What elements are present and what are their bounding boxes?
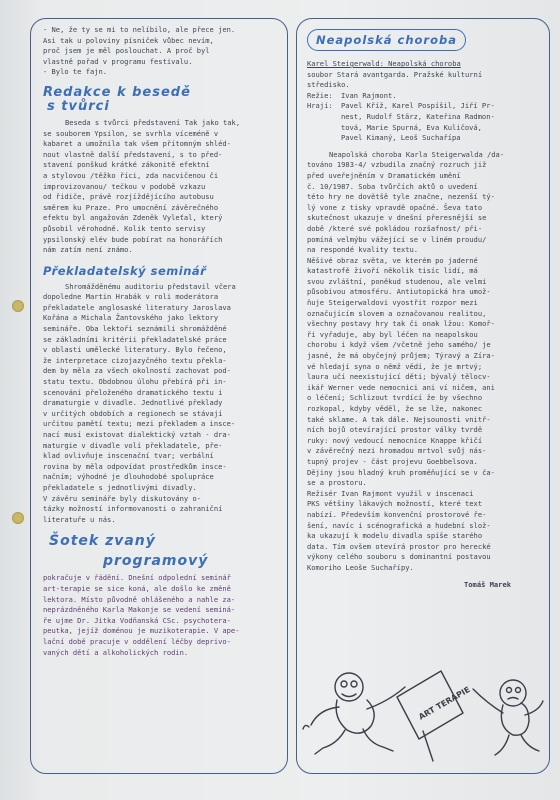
right-column [296, 18, 550, 774]
credits [307, 91, 541, 144]
cartoon-sign-text: ART TERAPIE [417, 684, 472, 722]
redakce-heading-line1: Redakce k besedě [43, 84, 191, 100]
hraji-label: Hrají: [307, 101, 333, 111]
intro-line: - Ne, že ty se mi to nelíbilo, ale přece jen. [43, 25, 236, 34]
redakce-heading-line2: s tvůrci [47, 98, 110, 114]
sotek-article-wrap [43, 573, 277, 658]
rezie-value: Ivan Rajmont. [341, 90, 397, 100]
play-title: Karel Steigerwald: Neapolská choroba [307, 59, 461, 68]
intro-line: Asi tak u poloviny písniček vůbec nevím, [43, 35, 214, 45]
prekladatelsky-article: Shromážděnému auditoriu představil včera dopoledne Martin Hrabák v roli moderátora překladatele anglosaské literatury Jaroslava Kořána a Michala Žantovského jako lektory semináře. Oba lektoři seznámili shromážděné se základními kritérii překladatelské práce v oblasti umělecké literatury. Bylo řečeno, že interpretace cizojazyčného textu překla- dem by měla za všech okolností zachovat pod- statu textu. Obdobnou úlohu přebírá při in- scenování přeloženého dramatického textu i dramaturgie v divadle. Jednotlivé překlady v určitých obdobích a regionech se stávají určitou pamětí textu; mezi překladem a insce- nací musí existovat dialektický vztah - dra- maturgie v divadle volí překladatele, pře- klad ovlivňuje inscenační tvar; verbální rovina by měla odpovídat prostředkům insce- načním; výhodné je dlouhodobé spolupráce překladatele s jednotlivými divadly. V závěru semináře byly diskutovány o- tázky možností informovanosti o zahraniční literatuře u nás. [43, 281, 236, 524]
sotek-heading-line1: Šotek zvaný [49, 533, 156, 550]
cartoon-head-right [500, 680, 526, 706]
binding-hole [12, 512, 24, 524]
binding-hole [12, 300, 24, 312]
left-column [30, 18, 288, 774]
intro-line: proč jsem je měl poslouchat. A proč byl [43, 46, 210, 56]
hraji-value: Pavel Kříž, Karel Pospíšil, Jiří Pr- nest, Rudolf Stärz, Kateřina Radmon- tová, Marie Spurná, Eva Kuličová, Pavel Kimaný, Leoš Suchařípa [341, 101, 495, 143]
intro-line: vlastně pořad v programu festivalu. [43, 56, 193, 66]
neapolska-heading: Neapolská choroba [307, 29, 466, 51]
redakce-heading [43, 86, 277, 114]
neapolska-review: Neapolská choroba Karla Steigerwalda /da- továno 1983-4/ vzbudila značný rozruch již před uveřejněním v Dramatickém umění č. 10/1987. Soba tvůrčích aktů o uvedení této hry ne dovětšě tyle značne, nezenší tý- lý vone z tisky vpravdě opačné. Ševa tato skutečnost ukazuje v dnešní přeresnější se době /které své pokládou rozšafnost/ při- pomíná velmýbu vážející se v líném proudu/ na respondé kvality textu. Něšivé obraz světa, ve kterém po jaderné katastrofě živoří několik tisíc lidí, má svou zvláštní, poněkud studenou, ale velmi působivou atmosféru. Antiutopická hra umož- ňuje Steigerwaldovi vyostřit rozpor mezi označujícím slovem a označovanou realitou, všechny postavy hry tak či onak lžou: Komoř- ři vyřaduje, aby byl léčen na neapolskou chorobu i když všem /včetně jeho samého/ je jasné, že má obyčejný průjem; Týravý a Zíra- vé hledají syna o němž vědí, že je mrtvý; laura učí neexistující děti; bývalý tělocv- ikář Werner vede nemocnici ani ví ničem, ani o léčení; Schlizout tvrdící že by všechno rozkopal, kdyby věděl, že se lže, nakonec také sklame. A tak dále. Nejsounosti vnitř- ních bojů otevírající prostor války tvrdě ruky: nový vedoucí nemocnice Knappe křičí v závěrečný nezi hromadou mrtvol svůj nás- tupný projev - část projevu Goebbelsova. Dějiny jsou hladný kruh proměňující se v ča- se a prostoru. Režisér Ivan Rajmont využil v inscenaci PKS většiny lákavých možností, které text nabízí. Především konvenční prostorové ře- šení, navíc i scénografická a hudební slož- ka ukazují k modelu divadla spíše starého data. Tím ovšem otevírá prostor pro herecké výkony celého souboru s dominantní postavou Komoriho Leoše Suchařípy. [307, 149, 505, 572]
art-therapy-cartoon [297, 657, 550, 767]
sotek-heading-line2: programový [103, 553, 209, 570]
intro-line: - Bylo te fajn. [43, 67, 108, 77]
rezie-label: Režie: [307, 90, 333, 100]
author-signature: Tomáš Marek [464, 579, 511, 589]
sotek-article: pokračuje v řádění. Dnešní odpolední seminář art-terapie se sice koná, ale došlo ke změně lektora. Místo původně ohlášeného a nahle za- neprázdněného Karla Makonje se vedení seminá- ře ujme Dr. Jitka Vodňanská CSc. psychotera- peutka, jejíž doménou je muzikoterapie. V ape- lační době pracuje v oddělení léčby deprivo- vaných dětí a alkoholických rodin. [43, 573, 240, 657]
prekladatelsky-heading: Překladatelský seminář [43, 263, 207, 278]
ensemble-line: soubor Stará avantgarda. Pražské kulturní středisko. [307, 69, 483, 90]
intro-dialogue [43, 25, 277, 78]
redakce-article: Beseda s tvůrci představení Tak jako tak, se souborem Ypsilon, se svrhla víceméně v kabaret a umožnila tak všem přítomným shléd- nout vlastně další představení, s to před- stavení ponškud krátké zákonitě efektní a stylovou /těžko říci, zda nacvičenou či improvizovanou/ tečkou v podobě vzkazu od řidiče, právě rozjíždějícího autobusu směrem ku Praze. Pro umocnění závěrečného efektu byl angažován Zdeněk Vyleťal, který působil věrohodně. Kolik tento servisy ypsilonský elév bude pobírat na honorářích nám zatím není známo. [43, 117, 241, 255]
cartoon-sign [397, 671, 463, 739]
